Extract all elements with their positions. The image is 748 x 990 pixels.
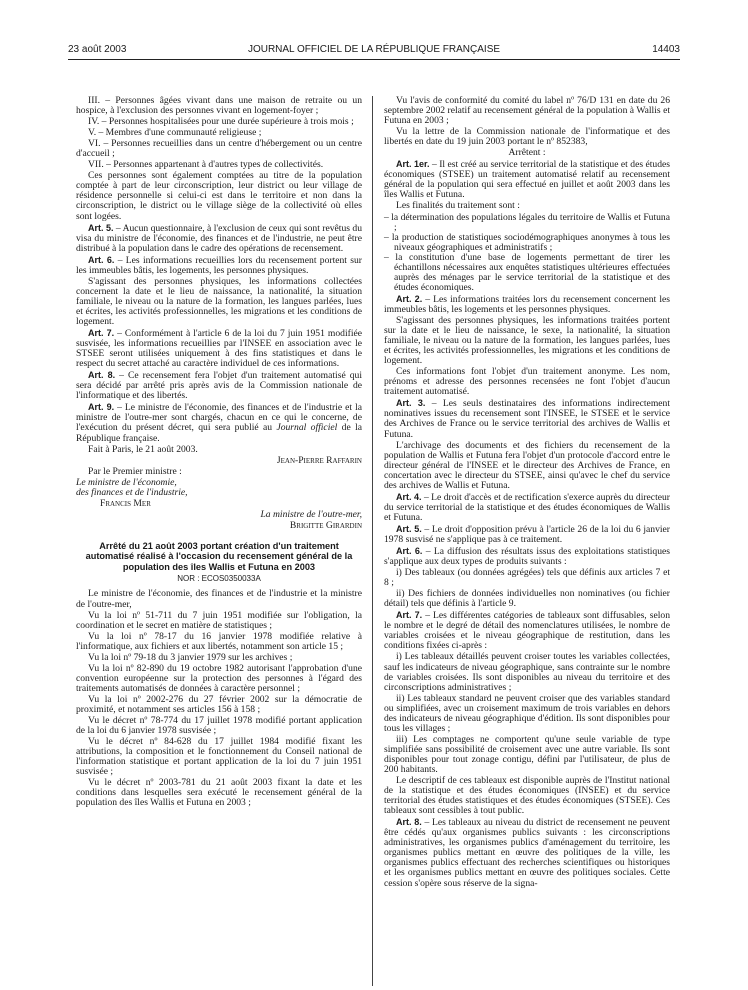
- signature-francis-mer: Francis Mer: [100, 497, 151, 509]
- paragraph: i) Les tableaux détaillés peuvent croiser toutes les variables collectées, sauf les indicateurs de niveau géographique, sans contrainte sur le nombre de variables croisées. Ils sont disponibles au niveau du territoire et des circonscriptions administratives ;: [384, 651, 670, 693]
- paragraph: S'agissant des personnes physiques, les informations collectées concernent la date et le lieu de naissance, la nationalité, la situation familiale, le niveau ou la nature de la formation, les langues parlées, lues et écrites, les activités professionnelles, les migrations et les conditions de logement.: [76, 275, 362, 327]
- article-8: [384, 817, 670, 888]
- visa-paragraph: Vu la lettre de la Commission nationale de l'informatique et des libertés en date du 19 juin 2003 portant le nº 852383,: [384, 126, 670, 148]
- paragraph: III. – Personnes âgées vivant dans une maison de retraite ou un hospice, à l'exclusion des personnes vivant en logement-foyer ;: [76, 95, 362, 117]
- article-text: – Aucun questionnaire, à l'exclusion de ceux qui sont revêtus du visa du ministre de l'économie, des finances et de l'industrie, ne peut être distribué à la population dans le cadre des opérations de recensement.: [76, 222, 362, 254]
- visa-paragraph: Vu le décret nº 84-628 du 17 juillet 1984 modifié fixant les attributions, la composition et le fonctionnement du Conseil national de l'information statistique et portant application de la loi du 7 juin 1951 susvisée ;: [76, 736, 362, 778]
- header-rule: [68, 59, 680, 60]
- par-le-premier-ministre: Par le Premier ministre :: [88, 465, 182, 477]
- paragraph: i) Des tableaux (ou données agrégées) tels que définis aux articles 7 et 8 ;: [384, 567, 670, 589]
- paragraph: S'agissant des personnes physiques, les informations traitées portent sur la date et le lieu de naissance, le sexe, la nationalité, la situation familiale, le niveau ou la nature de la formation, les langues parlées, lues et écrites, les activités professionnelles, les migrations et les conditions de logement.: [384, 314, 670, 367]
- article-label: Art. 6.: [88, 254, 115, 265]
- article-2: [384, 294, 670, 315]
- article-6: [384, 546, 670, 567]
- paragraph: L'archivage des documents et des fichiers du recensement de la population de Wallis et Futuna fera l'objet d'un protocole d'accord entre le directeur général de l'INSEE et le directeur des Archives de France, en concertation avec le directeur du STSEE, ainsi qu'avec le chef du service des archives de Wallis et Futuna.: [384, 439, 670, 491]
- left-column: [76, 96, 362, 809]
- paragraph: Le descriptif de ces tableaux est disponible auprès de l'Institut national de la statistique et des études économiques (INSEE) et du service territorial des études statistiques et des études économiques (STSEE). Ces tableaux sont cessibles à tout public.: [384, 775, 670, 817]
- header-date: 23 août 2003: [68, 44, 127, 55]
- right-column: [384, 96, 670, 890]
- minister-overseas-title: La ministre de l'outre-mer,: [260, 508, 362, 520]
- article-text: – Les seuls destinataires des informations indirectement nominatives issues du recensement sont l'INSEE, le STSEE et le service des Archives de France ou le service territorial des archives de Wallis et Futuna.: [384, 398, 670, 440]
- article-label: Art. 8.: [396, 817, 422, 828]
- fait-a-paris: Fait à Paris, le 21 août 2003.: [88, 443, 198, 455]
- column-separator: [372, 96, 373, 986]
- paragraph: IV. – Personnes hospitalisées pour une durée supérieure à trois mois ;: [88, 116, 354, 128]
- list-item: – la production de statistiques sociodémographiques anonymes à tous les niveaux géographiques et administratifs ;: [384, 231, 670, 253]
- article-text: de la République française.: [76, 422, 362, 444]
- visa-paragraph: Vu la loi nº 82-890 du 19 octobre 1982 autorisant l'approbation d'une convention européenne sur la protection des personnes à l'égard des traitements automatisés de données à caractère personnel ;: [76, 662, 362, 694]
- article-text: – Les informations recueillies lors du recensement portent sur les immeubles bâtis, les logements, les personnes physiques.: [76, 254, 362, 276]
- article-label: Art. 7.: [88, 328, 115, 339]
- article-9: [76, 402, 362, 443]
- article-text: – Le droit d'accès et de rectification s'exerce auprès du directeur du service territorial de la statistique et des études économiques de Wallis et Futuna.: [384, 491, 670, 523]
- article-8: [76, 370, 362, 401]
- list-item: – la détermination des populations légales du territoire de Wallis et Futuna ;: [384, 211, 670, 233]
- signature-brigitte-girardin: Brigitte Girardin: [289, 519, 362, 531]
- article-text: – Les informations traitées lors du recensement concernent les immeubles bâtis, les logements et les personnes physiques.: [384, 293, 671, 315]
- running-header: [68, 44, 680, 58]
- paragraph: ii) Des fichiers de données individuelles non nominatives (ou fichier détail) tels que définis à l'article 9.: [384, 588, 670, 610]
- article-5: [76, 223, 362, 254]
- article-4: [384, 492, 670, 523]
- arrete-title: Arrêté du 21 août 2003 portant création d'un traitement automatisé réalisé à l'occasion du recensement général de la population des îles Wallis et Futuna en 2003: [85, 540, 353, 572]
- article-text: – Ce recensement fera l'objet d'un traitement automatisé qui sera décidé par arrêté pris après avis de la Commission nationale de l'informatique et des libertés.: [76, 370, 362, 402]
- nor-reference: NOR : ECOS0350033A: [177, 574, 261, 584]
- visa-paragraph: Vu le décret nº 78-774 du 17 juillet 1978 modifié portant application de la loi du 6 janvier 1978 susvisée ;: [76, 715, 362, 737]
- purposes-list: [384, 213, 670, 293]
- paragraph: Les finalités du traitement sont :: [396, 200, 520, 212]
- article-1: [384, 159, 670, 200]
- article-text: – Les tableaux au niveau du district de recensement ne peuvent être cédés qu'aux organismes publics suivants : les circonscriptions administratives, les organismes publics d'aménagement du territoire, les organismes publics mettant en œuvre des politiques de la ville, les organismes publics effectuant des recherches scientifiques ou historiques et les organismes publics mettant en œuvre des politiques sociales. Cette cession s'opère sous réserve de la signa-: [384, 817, 670, 889]
- article-label: Art. 4.: [396, 491, 422, 502]
- signature-prime-minister: Jean-Pierre Raffarin: [276, 454, 362, 466]
- minister-economy-title: Le ministre de l'économie, des finances et de l'industrie,: [76, 476, 188, 498]
- paragraph: Ces personnes sont également comptées au titre de la population comptée à part de leur circonscription, leur district ou leur village de résidence personnelle si celui-ci est dans le territoire et non dans la circonscription, le district ou le village siège de la collectivité où elles sont logées.: [76, 170, 362, 222]
- list-item: – la constitution d'une base de logements permettant de tirer les échantillons nécessaires aux enquêtes statistiques ultérieures effectuées auprès des ménages par le service territorial de la statistique et des études économiques.: [384, 251, 670, 293]
- paragraph: iii) Les comptages ne comportent qu'une seule variable de type simplifiée sans possibilité de croisement avec une autre variable. Ils sont disponibles pour tout zonage contigu, défini par l'utilisateur, de plus de 200 habitants.: [384, 733, 670, 775]
- visa-paragraph: Vu la loi nº 51-711 du 7 juin 1951 modifiée sur l'obligation, la coordination et le secret en matière de statistiques ;: [76, 609, 362, 631]
- visa-paragraph: Vu l'avis de conformité du comité du label nº 76/D 131 en date du 26 septembre 2002 relatif au recensement général de la population à Wallis et Futuna en 2003 ;: [384, 95, 670, 127]
- header-journal-title: JOURNAL OFFICIEL DE LA RÉPUBLIQUE FRANÇAISE: [247, 44, 501, 55]
- article-text: – Les différentes catégories de tableaux sont diffusables, selon le nombre et le degré de détail des nomenclatures utilisées, le nombre de variables croisées et le niveau géographique de restitution, dans les conditions fixées ci-après :: [384, 610, 670, 652]
- article-label: Art. 5.: [396, 523, 422, 534]
- article-label: Art. 7.: [396, 610, 423, 621]
- visa-paragraph: Le ministre de l'économie, des finances et de l'industrie et la ministre de l'outre-mer,: [76, 588, 362, 610]
- article-label: Art. 8.: [88, 370, 116, 381]
- paragraph: Ces informations font l'objet d'un traitement anonyme. Les nom, prénoms et adresse des personnes recensées ne font l'objet d'aucun traitement automatisé.: [384, 366, 670, 398]
- paragraph: ii) Les tableaux standard ne peuvent croiser que des variables standard ou simplifiées, avec un croisement maximum de trois variables en dehors des indicateurs de niveau géographique d'édition. Ils sont disponibles pour tous les villages ;: [384, 692, 670, 734]
- arretent-heading: Arrêtent :: [508, 147, 546, 159]
- article-label: Art. 1er.: [396, 159, 430, 170]
- article-text: – Le ministre de l'économie, des finances et de l'industrie et la ministre de l'outre-mer sont chargés, chacun en ce qui le concerne, de l'exécution du présent décret, qui sera publié au: [76, 402, 362, 434]
- article-text: – Le droit d'opposition prévu à l'article 26 de la loi du 6 janvier 1978 susvisé ne s'applique pas à ce traitement.: [384, 523, 670, 545]
- article-label: Art. 5.: [88, 222, 114, 233]
- visa-paragraph: Vu la loi nº 78-17 du 16 janvier 1978 modifiée relative à l'informatique, aux fichiers et aux libertés, notamment son article 15 ;: [76, 630, 362, 652]
- article-label: Art. 6.: [396, 546, 423, 557]
- paragraph: V. – Membres d'une communauté religieuse ;: [88, 127, 262, 139]
- paragraph: VII. – Personnes appartenant à d'autres types de collectivités.: [88, 159, 324, 171]
- article-text: – La diffusion des résultats issus des exploitations statistiques s'applique aux deux types de produits suivants :: [384, 546, 670, 568]
- article-5: [384, 524, 670, 545]
- article-7: [76, 328, 362, 369]
- paragraph: VI. – Personnes recueillies dans un centre d'hébergement ou un centre d'accueil ;: [76, 138, 362, 160]
- visa-paragraph: Vu la loi nº 79-18 du 3 janvier 1979 sur les archives ;: [88, 651, 293, 663]
- journal-name: Journal officiel: [276, 422, 338, 434]
- article-7: [384, 610, 670, 651]
- article-label: Art. 3.: [396, 398, 426, 409]
- visa-paragraph: Vu le décret nº 2003-781 du 21 août 2003 fixant la date et les conditions dans lesquelles sera exécuté le recensement général de la population des îles Wallis et Futuna en 2003 ;: [76, 777, 362, 809]
- article-text: – Conformément à l'article 6 de la loi du 7 juin 1951 modifiée susvisée, les informations recueillies par l'INSEE en association avec le STSEE seront utilisées uniquement à des fins statistiques et dans le respect du secret attaché au caractère individuel de ces informations.: [76, 328, 362, 370]
- article-3: [384, 398, 670, 439]
- article-label: Art. 2.: [396, 293, 423, 304]
- article-label: Art. 9.: [88, 402, 115, 413]
- article-text: – Il est créé au service territorial de la statistique et des études économiques (STSEE) un traitement automatisé relatif au recensement général de la population qui sera effectué en juillet et août 2003 dans les îles Wallis et Futuna.: [384, 159, 670, 201]
- visa-paragraph: Vu la loi nº 2002-276 du 27 février 2002 sur la démocratie de proximité, et notamment ses articles 156 à 158 ;: [76, 693, 362, 715]
- header-page-number: 14403: [652, 44, 680, 55]
- article-6: [76, 255, 362, 276]
